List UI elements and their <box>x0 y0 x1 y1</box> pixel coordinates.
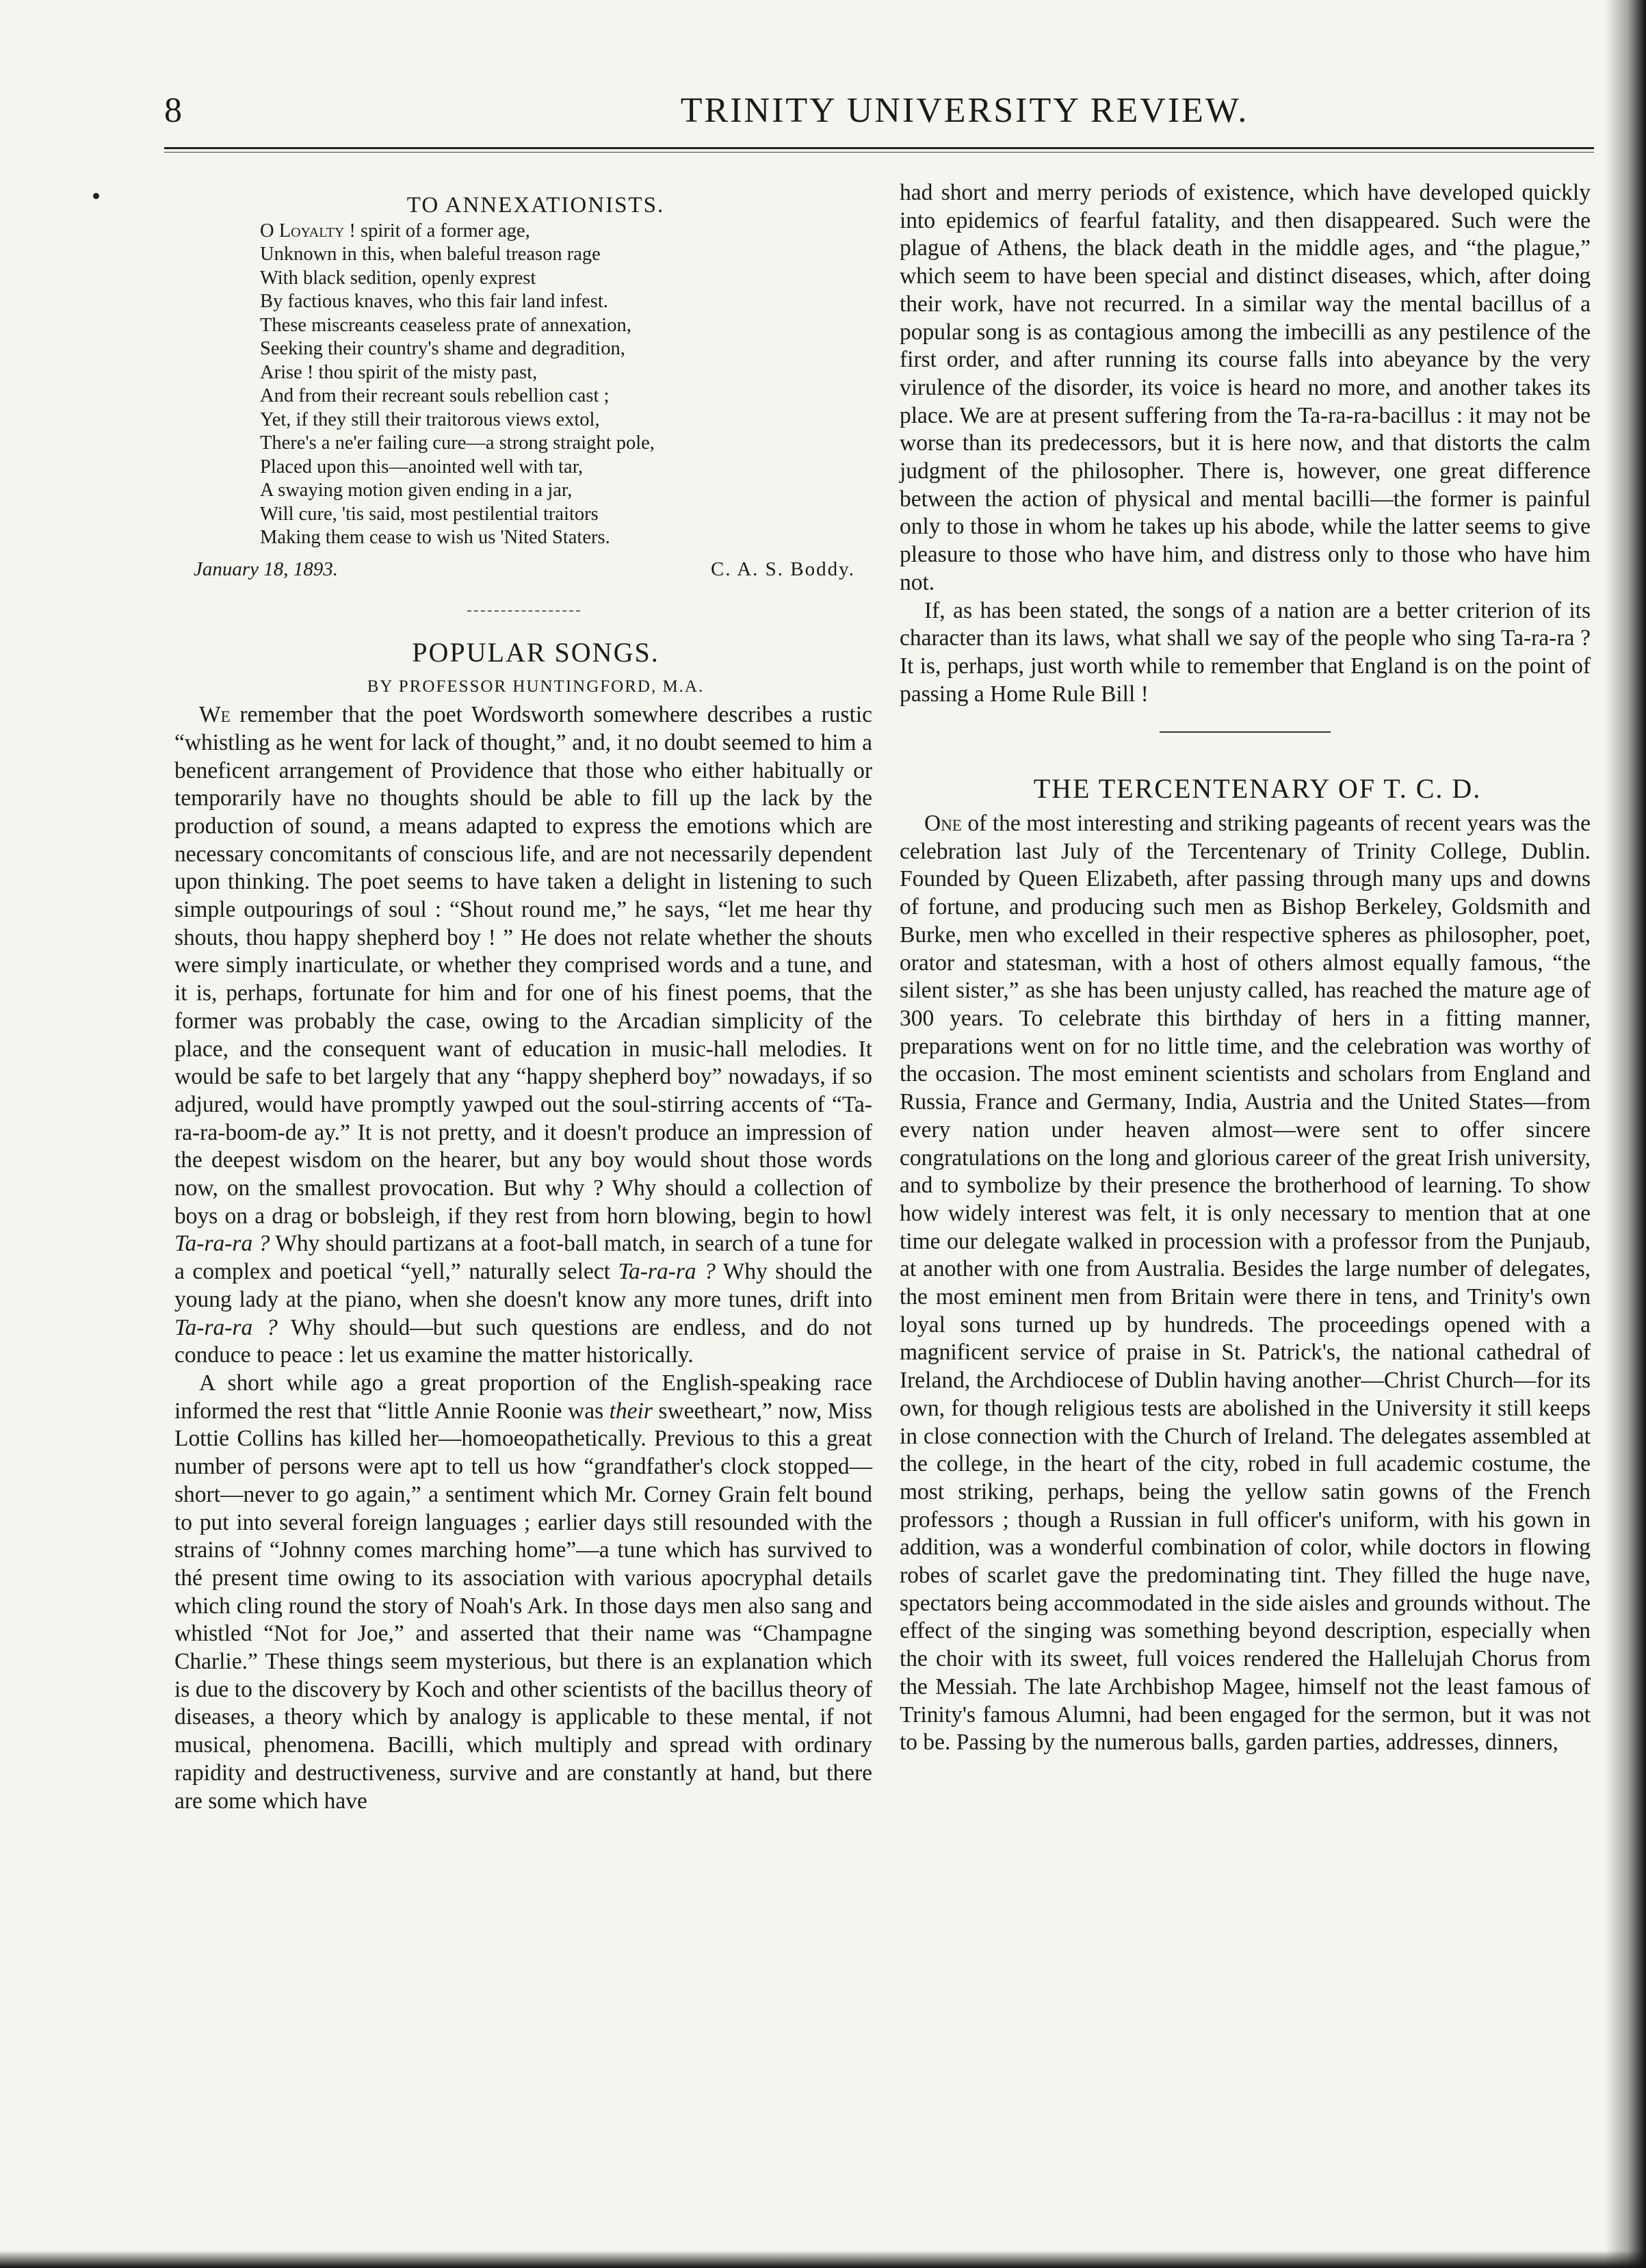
paragraph: If, as has been stated, the songs of a nation are a better criterion of its character than its laws, what shall we say of the people who sing Ta-ra-ra ? It is, perhaps, just worth while to remember that England is on the point of passing a Home Rule Bill ! <box>900 597 1591 707</box>
poem-author: C. A. S. Boddy. <box>710 558 855 580</box>
page-edge <box>0 2250 1646 2268</box>
paragraph-text: Why should the young lady at the piano, when she doesn't know any more tunes, drift into <box>174 1259 872 1312</box>
drop-word: One <box>924 811 962 837</box>
paragraph-text: sweetheart,” now, Miss Lottie Collins has killed her—homoeopathetically. Previous to this a great number of persons were apt to tell us how “grandfather's clock stopped—short—never to go again,” a sentiment which Mr. Corney Grain felt bound to put into several foreign languages ; earlier days still resounded with the strains of “Johnny comes marching home”—a tune which has survived to thé present time owing to its association with various apocryphal details which cling round the story of Noah's Ark. In those days men also sang and whistled “Not for Joe,” and asserted that their name was “Champagne Charlie.” These things seem mysterious, but there is an explanation which is due to the discovery by Koch and other scientists of the bacillus theory of diseases, a theory which by analogy is applicable to these mental, if not musical, phenomena. Bacilli, which multiply and spread with ordinary rapidity and destructiveness, survive and are constantly at hand, but there are some which have <box>174 1398 872 1814</box>
paragraph-text: remember that the poet Wordsworth somewhere describes a rustic “whistling as he went for lack of thought,” and, it no doubt seemed to him a beneficent arrangement of Providence that those who either habitually or temporarily have no thoughts should be able to fill up the lack by the production of sound, a means adapted to express the emotions which are necessary concomitants of conscious life, and are not necessarily dependent upon thinking. The poet seems to have taken a delight in listening to such simple outpourings of soul : “Shout round me,” he says, “let me hear thy shouts, thou happy shepherd boy ! ” He does not relate whether the shouts were simply inarticulate, or whether they comprised words and a tune, and it is, perhaps, fortunate for him and for one of his finest poems, that the former was probably the case, owing to the Arcadian simplicity of the place, and the consequent want of education in music-hall melodies. It would be safe to bet largely that any “happy shepherd boy” nowadays, if so adjured, would have promptly yawped out the soul-stirring accents of “Ta-ra-ra-boom-de ay.” It is not pretty, and it doesn't produce an impression of the deepest wisdom on the hearer, but any boy would shout those words now, on the smallest provocation. But why ? Why should a collection of boys on a drag or bobsleigh, if they rest from horn blowing, begin to howl <box>174 702 872 1229</box>
margin-mark <box>93 193 99 199</box>
article-title-tercentenary: THE TERCENTENARY OF T. C. D. <box>1033 773 1482 805</box>
binding-shadow <box>1605 0 1646 2268</box>
paragraph <box>900 810 1591 1757</box>
journal-title: TRINITY UNIVERSITY REVIEW. <box>680 91 1249 130</box>
section-divider <box>1160 731 1331 733</box>
poem-signoff <box>174 556 872 583</box>
poem-line <box>260 220 872 244</box>
poem-line: And from their recreant souls rebellion cast ; <box>260 385 610 407</box>
poem-line: Will cure, 'tis said, most pestilential traitors <box>260 503 599 525</box>
poem-line: Seeking their country's shame and degradition, <box>260 338 625 360</box>
poem-line: Placed upon this—anointed well with tar, <box>260 456 584 478</box>
poem-line: A swaying motion given ending in a jar, <box>260 480 573 501</box>
running-head <box>164 90 1594 145</box>
paragraph: had short and merry periods of existence, which have developed quickly into epidemics of fearful fatality, and then disappeared. Such were the plague of Athens, the black death in the middle ages, and “the plague,” which seem to have been special and distinct diseases, which, after doing their work, have not recurred. In a similar way the mental bacillus of a popular song is as contagious among the imbecilli as any pestilence of the first order, and after running its course falls into abeyance by the very virulence of the disorder, its voice is heard no more, and another takes its place. We are at present suffering from the Ta-ra-ra-bacillus : it may not be worse than its predecessors, but it is here now, and that distorts the calm judgment of the philosopher. There is, however, one great difference between the action of physical and mental bacilli—the former is painful only to those in whom he takes up his abode, while the latter seems to give pleasure to those who have him, and distress only to those who have him not. <box>900 180 1591 595</box>
italic-phrase: Ta-ra-ra ? <box>174 1314 278 1340</box>
italic-phrase: their <box>609 1398 653 1424</box>
paragraph-text: Why should—but such questions are endless, and do not conduce to peace : let us examine the matter historically. <box>174 1314 872 1368</box>
poem-line: Unknown in this, when baleful treason rage <box>260 244 601 265</box>
paragraph-text: A short while ago a great proportion of the English-speaking race informed the rest that “little Annie Roonie was <box>174 1370 872 1424</box>
article-title-popular-songs: POPULAR SONGS. <box>412 636 659 668</box>
section-divider <box>467 610 580 612</box>
poem-first-line: ! spirit of a former age, <box>344 220 530 242</box>
italic-phrase: Ta-ra-ra ? <box>618 1259 716 1285</box>
poem-line: Yet, if they still their traitorous views extol, <box>260 408 600 430</box>
paragraph <box>174 701 872 1370</box>
paragraph-text: of the most interesting and striking pageants of recent years was the celebration last July of the Tercentenary of Trinity College, Dublin. Founded by Queen Elizabeth, after passing through many ups and downs of fortune, and producing such men as Bishop Berkeley, Goldsmith and Burke, men who excelled in their respective spheres as philosopher, poet, orator and statesman, with a host of others almost equally famous, “the silent sister,” as she has been unjusty called, has reached the mature age of 300 years. To celebrate this birthday of hers in a fitting manner, preparations went on for no little time, and the celebration was worthy of the occasion. The most eminent scientists and scholars from England and Russia, France and Germany, India, Austria and the United States—from every nation under heaven almost—were sent to offer sincere congratulations on the long and glorious career of the great Irish university, and to symbolize by their presence the brotherhood of learning. To show how widely interest was felt, it is only necessary to mention that at one time our delegate walked in procession with a professor from the Punjaub, at another with one from Australia. Besides the large number of delegates, the most eminent men from Britain were there in tens, and Trinity's own loyal sons turned up by hundreds. The proceedings opened with a magnificent service of praise in St. Patrick's, the national cathedral of Ireland, the Archdiocese of Dublin having another—Christ Church—for its own, for though religious tests are abolished in the University it still keeps in close connection with the Church of Ireland. The delegates assembled at the college, in the heart of the city, robed in full academic costume, the most striking, perhaps, being the yellow satin gowns of the French professors ; though a Russian in full officer's uniform, with his gown in addition, was a wonderful combination of color, while doctors in flowing robes of scarlet gave the predominating tint. They filled the huge nave, spectators being accommodated in the side aisles and grounds without. The effect of the singing was something beyond description, especially when the choir with its sweet, full voices rendered the Hallelujah Chorus from the Messiah. The late Archbishop Magee, himself not the least famous of Trinity's famous Alumni, had been engaged for the sermon, but it was not to be. Passing by the numerous balls, garden parties, addresses, dinners, <box>900 811 1591 1756</box>
italic-phrase: Ta-ra-ra ? <box>174 1231 270 1257</box>
left-column <box>174 192 872 1815</box>
poem-line: These miscreants ceaseless prate of annexation, <box>260 314 631 336</box>
article-byline: BY PROFESSOR HUNTINGFORD, M.A. <box>367 677 705 696</box>
poem-line: Arise ! thou spirit of the misty past, <box>260 361 538 383</box>
paragraph <box>174 1370 872 1815</box>
drop-word: We <box>199 702 231 728</box>
poem-body <box>260 220 872 550</box>
poem-line: With black sedition, openly exprest <box>260 267 536 289</box>
poem-line: There's a ne'er failing cure—a strong straight pole, <box>260 432 655 454</box>
page-number: 8 <box>164 91 183 130</box>
header-rule <box>164 147 1594 149</box>
header-rule-thin <box>164 152 1594 153</box>
poem-opening: O Loyalty <box>260 220 345 242</box>
poem-date: January 18, 1893. <box>194 558 339 580</box>
paragraph-text: Why should partizans at a foot-ball match, in search of a tune for a complex and poetical “yell,” naturally select <box>174 1231 872 1285</box>
poem-title: TO ANNEXATIONISTS. <box>406 193 665 218</box>
poem-line: Making them cease to wish us 'Nited Staters. <box>260 527 610 549</box>
poem-line: By factious knaves, who this fair land infest. <box>260 291 608 313</box>
right-column <box>900 179 1591 1757</box>
